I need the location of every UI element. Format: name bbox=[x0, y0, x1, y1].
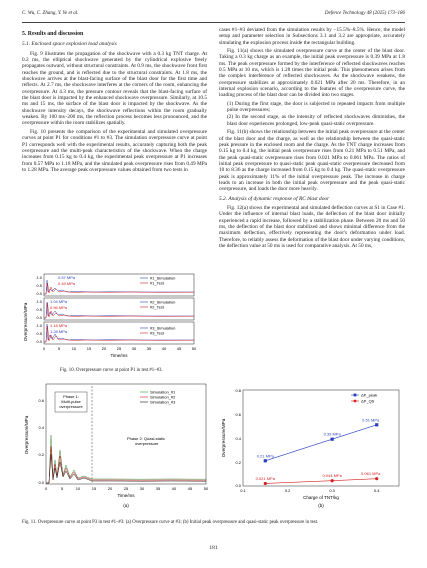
legend-item: Simulation_#2 bbox=[150, 394, 176, 400]
y-tick: 0.6 bbox=[235, 412, 241, 417]
phase1-label: overpressure bbox=[59, 404, 83, 409]
x-tick: 15 bbox=[86, 346, 92, 351]
data-point bbox=[375, 423, 378, 426]
y-tick: 0.0 bbox=[36, 291, 42, 296]
x-tick: 0 bbox=[44, 486, 48, 491]
paragraph: Fig. 10 presents the comparison of the experimental and simulated overpressure curves at point P1 for conditions #1 to #3. The simulation overpressure curve at point P1 corresponds well with the experimental results, accurately capturing both the peak overpressure and the multi-peak characteristics of the shockwave. When the charge increases from 0.15 kg to 0.4 kg, the experimental peak overpressure at P1 increases from 0.57 MPa to 1.18 MPa, and the simulated peak overpressure rises from 0.49 MPa to 1.28 MPa. The average peak overpressure values obtained from two tests in bbox=[22, 128, 207, 173]
data-point bbox=[375, 477, 378, 480]
y-tick: 1.0 bbox=[36, 323, 42, 328]
data-point bbox=[331, 479, 334, 482]
data-label: 0.044 MPa bbox=[322, 473, 342, 479]
subsection-title: 5.1. Enclosed space explosion load analysis bbox=[22, 41, 117, 48]
y-tick: 0.2 bbox=[38, 452, 44, 457]
peak-label-test: 1.04 MPa bbox=[50, 299, 68, 304]
x-tick: 25 bbox=[123, 486, 129, 491]
fig10-caption: Fig. 10. Overpressure curve at point P1 in test #1–#3. bbox=[60, 368, 163, 373]
legend-marker-peak bbox=[354, 394, 357, 397]
fig11b-marks bbox=[256, 417, 382, 485]
fig11a-xlabel: Time/ms bbox=[117, 493, 135, 498]
phase1-label: Multi-pulse bbox=[61, 399, 81, 404]
x-tick: 45 bbox=[176, 346, 182, 351]
series-line-qs bbox=[265, 479, 376, 484]
x-tick: 35 bbox=[155, 486, 161, 491]
paragraph: Fig. 11(a) shows the simulated overpressure curve at the center of the blast door. Taking a 0.3 kg charge as an example, the initial peak overpressure is 0.39 MPa at 1.8 ms. The peak overpressure formed by the interference of reflected shockwaves reaches 0.5 MPa at 10 ms, which is 1.28 times the initial peak. This phenomenon arises from the complex interference of reflected shockwaves. As the shockwave weakens, the overpressure stabilizes at approximately 0.021 MPa after 20 ms. Therefore, in an internal explosion scenario, according to the features of the overpressure curve, the loading process of the blast door can be divided into two stages. bbox=[219, 48, 405, 99]
legend-test: #3_Test bbox=[150, 330, 165, 336]
data-label: 0.39 MPa bbox=[323, 431, 341, 437]
legend-marker-qs bbox=[354, 400, 357, 403]
x-tick: 0.4 bbox=[373, 488, 380, 493]
x-tick: 0 bbox=[42, 346, 46, 351]
header-authors: C. Wu, C. Zhang, Y. Ye et al. bbox=[22, 11, 79, 16]
paragraph: Fig. 9 illustrates the propagation of the shockwave with a 0.3 kg TNT charge. At 0.2 ms, the elliptical shockwave generated by the cylindrical explosive freely propagates outward, without structural constraints. At 0.9 ms, the shockwave front first reaches the ground, and is reflected due to the structural constraints. At 1.8 ms, the shockwave arrives at the blast-facing surface of the blast door for the first time and reflects. At 2.7 ms, the shockwave interferes at the corners of the room, enhancing the overpressure. At 4.3 ms, the pressure contour reveals that the blast-facing surface of the blast door is impacted by the enhanced shockwave overpressure. Similarly, at 10.5 ms and 15 ms, the surface of the blast door is impacted by the shockwave. As the shockwave intensity decays, the shockwave reflections within the room gradually weaken. By 100 ms–200 ms, the reflection process becomes less pronounced, and the overpressure within the room stabilizes spatially. bbox=[22, 50, 207, 127]
y-tick: 0.2 bbox=[235, 460, 241, 465]
x-tick: 20 bbox=[107, 486, 113, 491]
data-label: 0.061 MPa bbox=[361, 471, 381, 477]
fig11a-chart bbox=[22, 380, 212, 512]
legend-test: #1_Test bbox=[150, 280, 165, 286]
peak-label-sim: 1.28 MPa bbox=[50, 329, 68, 334]
data-label: 0.21 MPa bbox=[256, 453, 274, 459]
fig10-panel-2 bbox=[36, 298, 194, 320]
x-tick: 0.1 bbox=[240, 488, 246, 493]
x-tick: 30 bbox=[139, 486, 145, 491]
x-tick: 50 bbox=[203, 486, 209, 491]
phase2-label: overpressure bbox=[135, 441, 159, 446]
y-tick: 1.0 bbox=[36, 299, 42, 304]
fig10-panel-1 bbox=[36, 274, 194, 296]
x-tick: 50 bbox=[191, 346, 197, 351]
y-tick: 0.0 bbox=[36, 339, 42, 344]
x-tick: 10 bbox=[75, 486, 81, 491]
list-item: (1) During the first stage, the door is subjected to repeated impacts from multiple pulse overpressures; bbox=[227, 100, 405, 114]
data-point bbox=[264, 459, 267, 462]
fig11a-panel-label: (a) bbox=[123, 503, 129, 508]
legend-qs: ΔP_QS bbox=[361, 398, 375, 404]
paragraph: cases #1–#3 deviated from the simulation results by −15.5%–8.5%. Hence, the model setup and parameter selection in Subsections 3.1 and 3.2 are appropriate, accurately simulating the explosion process inside the rectangular building. bbox=[219, 27, 405, 46]
fig11-caption: Fig. 11. Overpressure curve at point P3 in test #1–#3: (a) Overpressure curve at #3; (b) Initial peak overpressure and quasi-static peak overpressure in test. bbox=[22, 520, 319, 525]
x-tick: 15 bbox=[91, 486, 97, 491]
fig11b-xlabel: Charge of TNT/kg bbox=[303, 495, 339, 500]
y-tick: 0.5 bbox=[36, 331, 42, 336]
fig11a-ylabel: Overpressure/MPa bbox=[24, 415, 29, 455]
paragraph: Fig. 12(a) shows the experimental and simulated deflection curves at S1 in Case #1. Under the influence of internal blast loads, the deflection of the blast door initially experienced a rapid increase, followed by a stabilization phase. Between 20 ms and 50 ms, the deflection of the blast door stabilized and shows minimal difference from the maximum deflection, effectively representing the door's deformation under load. Therefore, to reliably assess the deformation of the blast door under varying conditions, the deflection value at 50 ms is used for comparative analysis. At 50 ms, bbox=[219, 204, 405, 249]
peak-label-sim: 0.49 MPa bbox=[58, 281, 76, 286]
legend-peak: ΔP_peak bbox=[361, 392, 378, 398]
phase1-label: Phase 1: bbox=[63, 394, 79, 399]
list-item: (2) In the second stage, as the intensity of reflected shockwaves diminishes, the blast door experiences prolonged, low-peak quasi-static overpressure. bbox=[227, 114, 405, 127]
y-tick: 0.5 bbox=[36, 307, 42, 312]
data-point bbox=[264, 482, 267, 485]
peak-label-sim: 0.96 MPa bbox=[50, 305, 68, 310]
page-number: 181 bbox=[209, 545, 218, 551]
y-tick: 0.8 bbox=[235, 388, 241, 393]
y-tick: 0.6 bbox=[38, 398, 44, 403]
legend-sim: #1_Simulation bbox=[150, 275, 176, 281]
right-column bbox=[219, 27, 405, 251]
y-tick: 0.0 bbox=[38, 480, 44, 485]
y-tick: 0.0 bbox=[235, 483, 241, 488]
legend-test: #2_Test bbox=[150, 304, 165, 310]
x-tick: 0.2 bbox=[284, 488, 291, 493]
legend-sim: #3_Simulation bbox=[150, 325, 176, 331]
left-column bbox=[22, 27, 207, 175]
header-rule bbox=[22, 22, 405, 23]
x-tick: 40 bbox=[171, 486, 177, 491]
x-tick: 5 bbox=[57, 346, 61, 351]
fig11b-ylabel: Overpressure/MPa bbox=[221, 418, 226, 458]
fig11b-chart bbox=[219, 380, 405, 512]
x-tick: 40 bbox=[161, 346, 167, 351]
x-tick: 45 bbox=[187, 486, 193, 491]
stage-list bbox=[219, 101, 405, 127]
x-tick: 30 bbox=[131, 346, 137, 351]
fig11b-panel-label: (b) bbox=[318, 503, 324, 508]
x-tick: 20 bbox=[101, 346, 107, 351]
section-title: 5. Results and discussion bbox=[22, 31, 84, 37]
x-tick: 5 bbox=[60, 486, 64, 491]
fig10-ylabel: Overpressure/MPa bbox=[23, 302, 28, 342]
series-line-peak bbox=[265, 425, 376, 461]
fig10-x-axis bbox=[43, 346, 197, 358]
fig10-chart bbox=[22, 272, 207, 368]
paragraph: Fig. 11(b) shows the relationship between the initial peak overpressure at the center of the blast door and the charge, as well as the relationship between the quasi-static peak pressure in the enclosed room and the charge. As the TNT charge increases from 0.15 kg to 0.4 kg, the initial peak overpressure rises from 0.21 MPa to 0.51 MPa, and the peak quasi-static overpressure rises from 0.021 MPa to 0.061 MPa. The ratios of initial peak overpressure to quasi-static peak quasi-static overpressure decreased from 10 to 8.36 as the charge increased from 0.15 kg to 0.4 kg. The quasi-static overpressure peak is approximately 11% of the initial overpressure peak. The increase in charge leads to an increase in both the initial peak overpressure and the peak quasi-static overpressure, and loads the door more heavily. bbox=[219, 129, 405, 193]
y-tick: 0.0 bbox=[36, 315, 42, 320]
y-tick: 1.0 bbox=[36, 275, 42, 280]
x-tick: 10 bbox=[71, 346, 77, 351]
x-tick: 0.3 bbox=[329, 488, 335, 493]
subsection-title: 5.2. Analysis of dynamic response of RC blast door bbox=[219, 195, 330, 202]
data-label: 0.51 MPa bbox=[362, 417, 380, 423]
peak-label-test: 1.18 MPa bbox=[50, 323, 68, 328]
legend-item: Simulation_#3 bbox=[150, 399, 176, 405]
y-tick: 0.5 bbox=[36, 283, 42, 288]
data-label: 0.021 MPa bbox=[255, 475, 275, 481]
x-tick: 35 bbox=[146, 346, 152, 351]
fig10-xlabel: Time/ms bbox=[110, 353, 128, 358]
phase2-label: Phase 2: Quasi-static bbox=[127, 436, 166, 441]
y-tick: 0.4 bbox=[235, 436, 241, 441]
legend-sim: #2_Simulation bbox=[150, 299, 176, 305]
legend-item: Simulation_#1 bbox=[150, 389, 176, 395]
x-tick: 25 bbox=[116, 346, 122, 351]
peak-label-test: 0.57 MPa bbox=[58, 275, 76, 280]
running-header bbox=[22, 11, 405, 21]
fig10-panel-3 bbox=[36, 322, 194, 344]
y-tick: 0.4 bbox=[38, 425, 44, 430]
header-journal: Defence Technology 48 (2025) 173–186 bbox=[324, 11, 405, 16]
data-point bbox=[331, 438, 334, 441]
